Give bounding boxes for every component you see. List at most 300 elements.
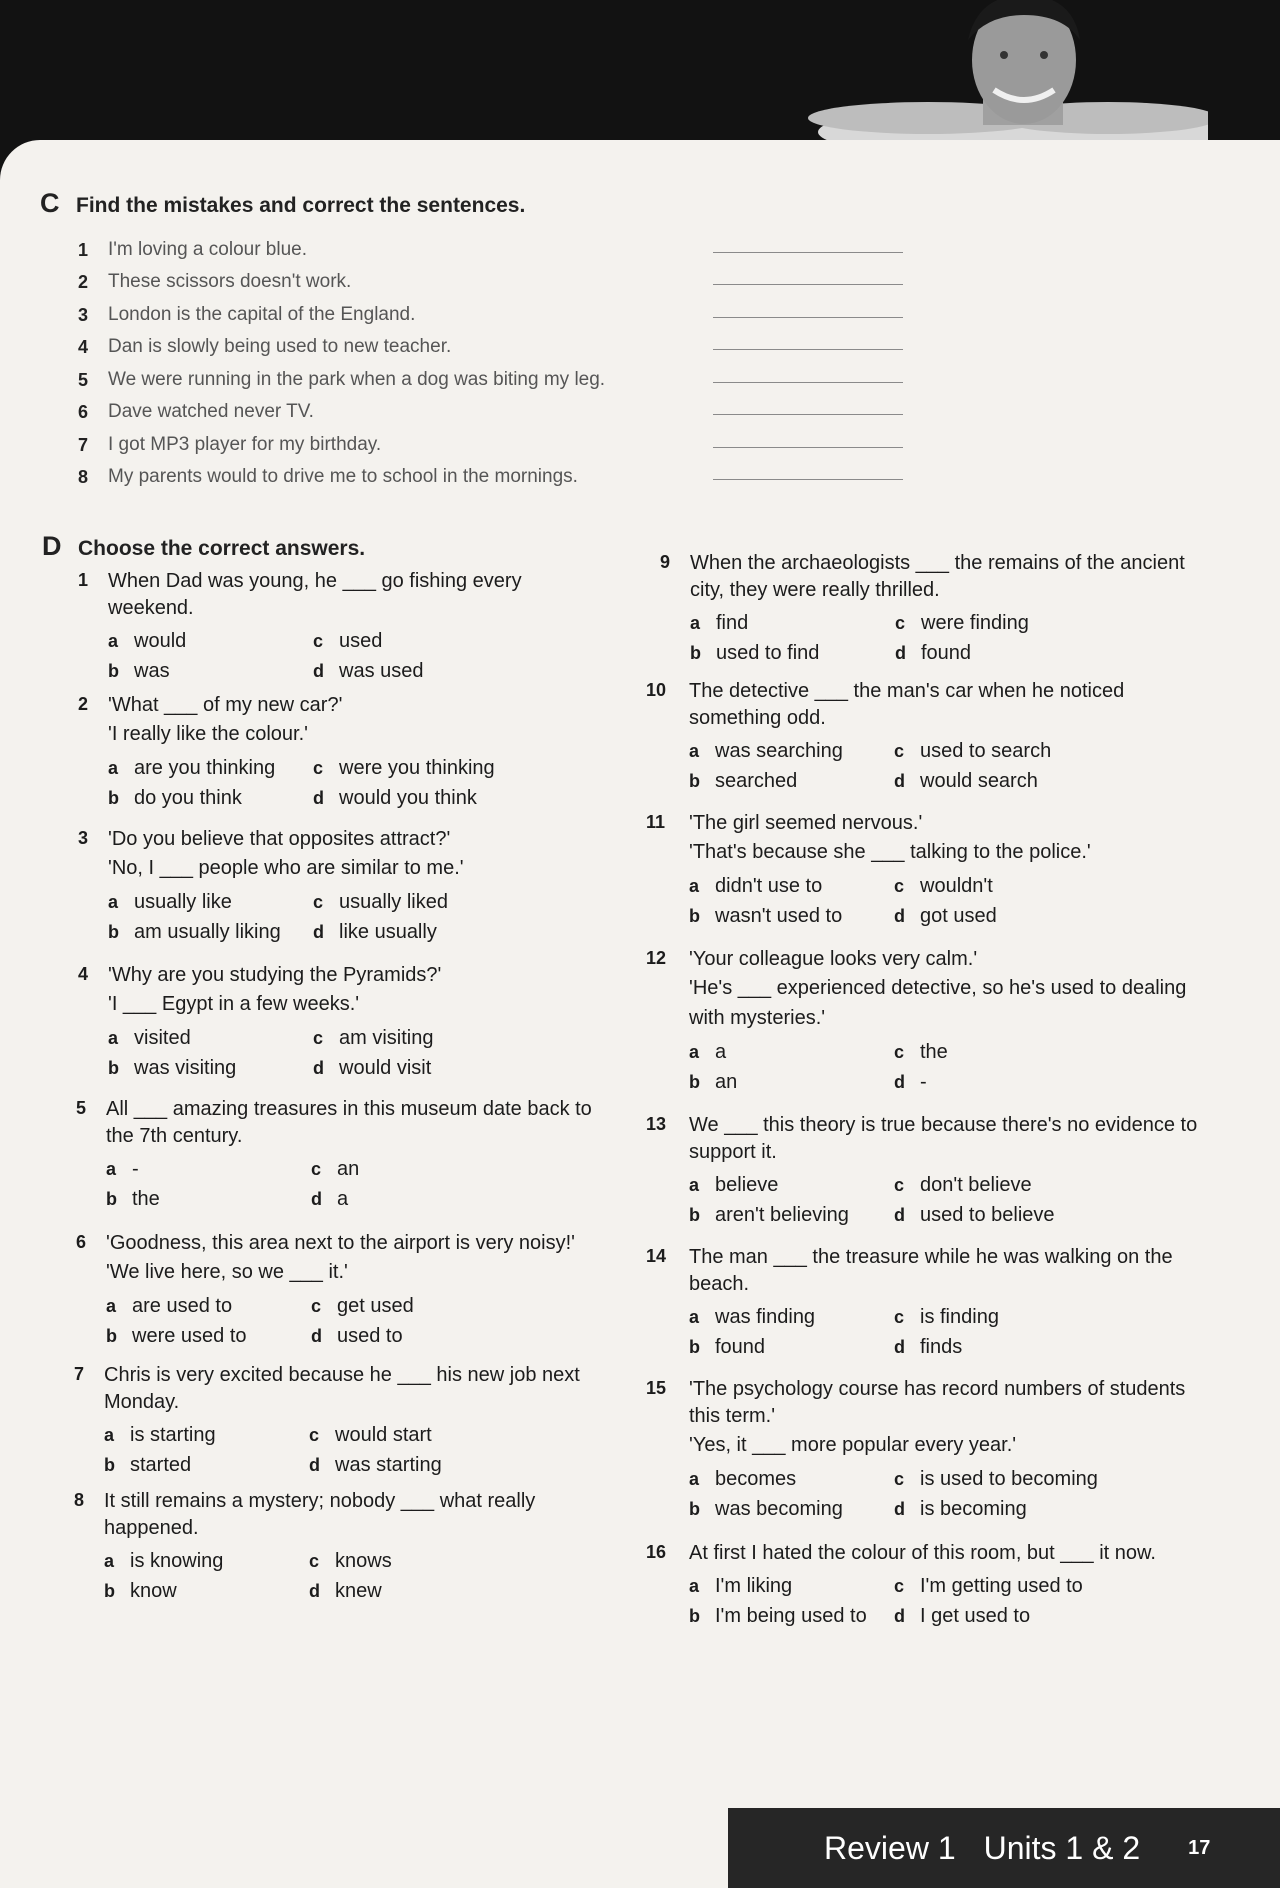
option-b[interactable] [104, 1452, 309, 1478]
option-text: a [337, 1188, 349, 1210]
option-d[interactable] [311, 1186, 521, 1212]
question-response: 'Yes, it ___ more popular every year.' [689, 1434, 1017, 1456]
option-a[interactable] [106, 1156, 311, 1182]
option-a[interactable] [108, 889, 313, 915]
option-text: found [921, 642, 972, 664]
option-text: the [132, 1188, 160, 1210]
option-text: used to [337, 1325, 403, 1347]
section-c-item [78, 423, 918, 456]
option-letter: c [894, 1576, 905, 1596]
option-c[interactable] [309, 1548, 519, 1574]
question-number: 9 [660, 552, 671, 572]
answer-line[interactable] [713, 284, 903, 285]
answer-line[interactable] [713, 349, 903, 350]
option-text: used [339, 630, 383, 652]
option-a[interactable] [689, 1304, 894, 1330]
option-text: am usually liking [134, 921, 281, 943]
option-letter: b [106, 1326, 117, 1346]
question-text: The detective ___ the man's car when he noticed something odd. [689, 680, 1125, 729]
section-c-item [78, 358, 918, 391]
answer-line[interactable] [713, 479, 903, 480]
option-letter: b [689, 1499, 700, 1519]
question-number: 8 [74, 1490, 85, 1510]
option-d[interactable] [313, 785, 523, 811]
option-text: is becoming [920, 1498, 1027, 1520]
option-letter: c [313, 758, 324, 778]
page-footer [728, 1808, 1280, 1888]
answer-options [104, 1548, 574, 1604]
option-letter: a [108, 892, 119, 912]
option-letter: a [689, 1307, 700, 1327]
option-c[interactable] [894, 1304, 1104, 1330]
option-letter: a [108, 631, 119, 651]
option-text: would you think [339, 787, 477, 809]
option-a[interactable] [106, 1293, 311, 1319]
option-b[interactable] [689, 1069, 894, 1095]
option-text: get used [337, 1295, 414, 1317]
option-b[interactable] [689, 1496, 894, 1522]
option-d[interactable] [309, 1452, 519, 1478]
item-sentence: These scissors doesn't work. [108, 271, 352, 292]
question-text: Chris is very excited because he ___ his new job next Monday. [104, 1364, 580, 1413]
option-text: do you think [134, 787, 242, 809]
option-b[interactable] [690, 640, 895, 666]
option-text: the [920, 1041, 948, 1063]
option-letter: b [689, 1337, 700, 1357]
option-letter: b [108, 922, 119, 942]
option-b[interactable] [689, 903, 894, 929]
option-letter: b [689, 771, 700, 791]
option-letter: d [894, 771, 905, 791]
option-text: wouldn't [920, 875, 993, 897]
option-letter: c [894, 1175, 905, 1195]
answer-options [108, 889, 578, 945]
option-text: I get used to [920, 1605, 1031, 1627]
option-text: would visit [339, 1057, 432, 1079]
option-text: would start [335, 1424, 432, 1446]
answer-options [108, 628, 578, 684]
option-b[interactable] [689, 768, 894, 794]
option-b[interactable] [104, 1578, 309, 1604]
option-text: - [132, 1158, 139, 1180]
question [646, 946, 1220, 1095]
section-d-letter: D [42, 531, 62, 561]
answer-line[interactable] [713, 414, 903, 415]
question [646, 810, 1220, 929]
option-text: was visiting [134, 1057, 237, 1079]
option-text: was finding [715, 1306, 816, 1328]
section-c-item [78, 391, 918, 424]
question [78, 826, 578, 945]
option-c[interactable] [894, 738, 1104, 764]
question-text: When Dad was young, he ___ go fishing every weekend. [108, 570, 522, 619]
page-number: 17 [1188, 1836, 1211, 1859]
section-c-item [78, 228, 918, 261]
item-sentence: Dan is slowly being used to new teacher. [108, 336, 452, 357]
option-letter: a [108, 758, 119, 778]
option-letter: a [690, 613, 701, 633]
item-number: 4 [78, 337, 89, 357]
section-c-letter: C [40, 188, 60, 218]
option-letter: c [311, 1159, 322, 1179]
option-text: is starting [130, 1424, 216, 1446]
option-text: was searching [715, 740, 843, 762]
option-letter: d [894, 1072, 905, 1092]
option-a[interactable] [689, 873, 894, 899]
question [76, 1096, 596, 1212]
question [646, 1244, 1220, 1360]
option-d[interactable] [894, 1202, 1104, 1228]
option-text: would search [920, 770, 1038, 792]
section-c-heading [40, 188, 525, 219]
question-text: 'The girl seemed nervous.' [689, 812, 923, 834]
option-d[interactable] [894, 903, 1104, 929]
option-letter: d [894, 1499, 905, 1519]
item-sentence: London is the capital of the England. [108, 303, 416, 325]
option-text: I'm liking [715, 1575, 793, 1597]
option-text: got used [920, 905, 997, 927]
answer-line[interactable] [713, 447, 903, 448]
option-text: was [134, 660, 170, 682]
question-text: 'The psychology course has record numbers of students this term.' [689, 1378, 1186, 1427]
option-letter: c [309, 1551, 320, 1571]
item-number: 6 [78, 402, 89, 422]
section-d-heading [42, 531, 365, 562]
answer-line[interactable] [713, 382, 903, 383]
option-text: is used to becoming [920, 1468, 1098, 1490]
option-text: found [715, 1336, 766, 1358]
option-text: used to search [920, 740, 1052, 762]
answer-line[interactable] [713, 317, 903, 318]
section-c-title: Find the mistakes and correct the sentences. [76, 194, 526, 217]
item-sentence: I'm loving a colour blue. [108, 238, 308, 260]
option-c[interactable] [894, 1466, 1104, 1492]
answer-options [108, 1025, 578, 1081]
question-number: 16 [646, 1542, 667, 1562]
question-number: 1 [78, 570, 89, 590]
option-d[interactable] [313, 658, 523, 684]
option-a[interactable] [108, 628, 313, 654]
question [76, 1230, 636, 1349]
answer-options [689, 1304, 1220, 1360]
option-text: am visiting [339, 1027, 434, 1049]
option-c[interactable] [313, 1025, 523, 1051]
option-a[interactable] [104, 1422, 309, 1448]
option-a[interactable] [108, 755, 313, 781]
option-letter: b [689, 906, 700, 926]
option-d[interactable] [309, 1578, 519, 1604]
option-d[interactable] [894, 1334, 1104, 1360]
question [646, 1112, 1220, 1228]
option-text: I'm being used to [715, 1605, 867, 1627]
option-letter: c [894, 1042, 905, 1062]
option-letter: d [313, 922, 324, 942]
question-text: When the archaeologists ___ the remains of the ancient city, they were really thrilled. [690, 552, 1185, 601]
option-letter: d [894, 1205, 905, 1225]
question-number: 3 [78, 828, 89, 848]
option-letter: d [313, 788, 324, 808]
question [78, 962, 578, 1081]
section-c-item [78, 456, 918, 489]
question-text: 'Do you believe that opposites attract?' [108, 828, 451, 850]
question-text: 'Why are you studying the Pyramids?' [108, 964, 442, 986]
item-sentence: I got MP3 player for my birthday. [108, 433, 382, 455]
item-number: 1 [78, 239, 89, 260]
option-text: find [716, 612, 749, 634]
option-c[interactable] [894, 1573, 1104, 1599]
option-text: were used to [132, 1325, 247, 1347]
header-photo [808, 0, 1208, 145]
question-number: 15 [646, 1378, 667, 1398]
option-letter: a [689, 741, 700, 761]
option-b[interactable] [106, 1186, 311, 1212]
option-a[interactable] [689, 1573, 894, 1599]
option-letter: a [106, 1159, 117, 1179]
question-text: At first I hated the colour of this room, but ___ it now. [689, 1542, 1156, 1564]
option-a[interactable] [108, 1025, 313, 1051]
option-letter: b [689, 1072, 700, 1092]
section-d-title: Choose the correct answers. [78, 537, 366, 560]
option-a[interactable] [690, 610, 895, 636]
question-response: 'He's ___ experienced detective, so he's used to dealing with mysteries.' [689, 977, 1187, 1029]
option-letter: b [690, 643, 701, 663]
option-d[interactable] [894, 1496, 1104, 1522]
option-letter: d [313, 661, 324, 681]
item-sentence: Dave watched never TV. [108, 401, 314, 422]
question-text: 'What ___ of my new car?' [108, 694, 343, 716]
option-b[interactable] [108, 785, 313, 811]
option-text: wasn't used to [715, 905, 843, 927]
option-letter: b [689, 1606, 700, 1626]
option-text: a [715, 1041, 727, 1063]
option-text: believe [715, 1174, 779, 1196]
option-text: were you thinking [339, 757, 495, 779]
option-d[interactable] [894, 1069, 1104, 1095]
option-text: like usually [339, 921, 437, 943]
option-text: usually liked [339, 891, 448, 913]
option-c[interactable] [894, 1172, 1104, 1198]
option-d[interactable] [894, 1603, 1104, 1629]
option-letter: c [894, 1307, 905, 1327]
question-number: 10 [646, 680, 667, 700]
option-d[interactable] [311, 1323, 521, 1349]
answer-options [689, 1039, 1220, 1095]
option-letter: b [689, 1205, 700, 1225]
question-response: 'That's because she ___ talking to the police.' [689, 841, 1091, 863]
option-text: was starting [335, 1454, 442, 1476]
question-text: 'Your colleague looks very calm.' [689, 948, 978, 970]
option-text: is finding [920, 1306, 999, 1328]
option-c[interactable] [894, 1039, 1104, 1065]
question-response: 'I really like the colour.' [108, 723, 308, 745]
section-c-list [78, 228, 918, 488]
option-b[interactable] [689, 1202, 894, 1228]
option-d[interactable] [895, 640, 1105, 666]
answer-options [104, 1422, 614, 1478]
option-letter: c [894, 1469, 905, 1489]
option-a[interactable] [689, 1172, 894, 1198]
question-text: 'Goodness, this area next to the airport is very noisy!' [106, 1232, 575, 1254]
question-text: The man ___ the treasure while he was walking on the beach. [689, 1246, 1173, 1295]
footer-units: Units 1 & 2 [983, 1829, 1141, 1866]
option-letter: b [104, 1455, 115, 1475]
item-sentence: We were running in the park when a dog was biting my leg. [108, 368, 606, 390]
question [646, 1376, 1220, 1522]
question [78, 692, 578, 811]
question [660, 550, 1220, 666]
question-text: It still remains a mystery; nobody ___ what really happened. [104, 1490, 536, 1539]
option-a[interactable] [689, 738, 894, 764]
footer-review: Review 1 [824, 1829, 956, 1866]
option-text: would [134, 630, 187, 652]
option-letter: b [108, 788, 119, 808]
answer-options [690, 610, 1220, 666]
option-b[interactable] [108, 1055, 313, 1081]
option-text: didn't use to [715, 875, 823, 897]
option-letter: c [309, 1425, 320, 1445]
question-number: 4 [78, 964, 89, 984]
question-number: 12 [646, 948, 667, 968]
option-text: visited [134, 1027, 191, 1049]
option-letter: c [313, 892, 324, 912]
question-response: 'We live here, so we ___ it.' [106, 1261, 348, 1283]
option-b[interactable] [106, 1323, 311, 1349]
option-b[interactable] [108, 919, 313, 945]
option-letter: a [108, 1028, 119, 1048]
section-c-item [78, 293, 918, 326]
option-letter: c [894, 876, 905, 896]
item-number: 8 [78, 467, 89, 487]
item-number: 5 [78, 369, 89, 390]
question [78, 568, 578, 684]
option-c[interactable] [313, 889, 523, 915]
option-text: - [920, 1071, 927, 1093]
option-text: used to believe [920, 1204, 1055, 1226]
option-text: becomes [715, 1468, 797, 1490]
option-d[interactable] [313, 1055, 523, 1081]
option-b[interactable] [689, 1603, 894, 1629]
option-b[interactable] [689, 1334, 894, 1360]
option-c[interactable] [313, 755, 523, 781]
option-letter: d [894, 906, 905, 926]
question-response: 'No, I ___ people who are similar to me.' [108, 857, 464, 879]
option-c[interactable] [311, 1156, 521, 1182]
option-text: were finding [921, 612, 1029, 634]
option-c[interactable] [309, 1422, 519, 1448]
option-text: searched [715, 770, 798, 792]
option-letter: a [689, 1576, 700, 1596]
answer-options [689, 1466, 1220, 1522]
question [646, 678, 1220, 794]
option-text: usually like [134, 891, 232, 913]
option-text: used to find [716, 642, 820, 664]
section-c-item [78, 261, 918, 294]
option-b[interactable] [108, 658, 313, 684]
option-letter: b [104, 1581, 115, 1601]
option-text: know [130, 1580, 177, 1602]
option-letter: b [108, 1058, 119, 1078]
item-number: 3 [78, 304, 89, 325]
answer-options [689, 1172, 1220, 1228]
question-number: 14 [646, 1246, 667, 1266]
option-letter: a [106, 1296, 117, 1316]
question-number: 13 [646, 1114, 667, 1134]
answer-line[interactable] [713, 252, 903, 253]
answer-options [689, 738, 1220, 794]
option-letter: d [895, 643, 906, 663]
item-number: 7 [78, 434, 89, 455]
option-text: I'm getting used to [920, 1575, 1083, 1597]
item-number: 2 [78, 272, 89, 292]
option-letter: c [313, 1028, 324, 1048]
option-c[interactable] [895, 610, 1105, 636]
question-number: 5 [76, 1098, 87, 1118]
option-text: was becoming [715, 1498, 843, 1520]
option-text: is knowing [130, 1550, 224, 1572]
option-a[interactable] [689, 1039, 894, 1065]
option-text: was used [339, 660, 424, 682]
option-d[interactable] [313, 919, 523, 945]
answer-options [106, 1293, 636, 1349]
option-text: started [130, 1454, 192, 1476]
question-text: We ___ this theory is true because there's no evidence to support it. [689, 1114, 1198, 1163]
option-c[interactable] [311, 1293, 521, 1319]
option-letter: c [313, 631, 324, 651]
option-letter: d [311, 1189, 322, 1209]
option-letter: d [894, 1606, 905, 1626]
option-letter: a [689, 1175, 700, 1195]
answer-options [689, 1573, 1220, 1629]
question [646, 1540, 1220, 1629]
option-letter: a [689, 1469, 700, 1489]
option-text: an [337, 1158, 360, 1180]
option-letter: d [309, 1581, 320, 1601]
question-text: All ___ amazing treasures in this museum date back to the 7th century. [106, 1098, 592, 1147]
option-c[interactable] [894, 873, 1104, 899]
answer-options [106, 1156, 596, 1212]
option-letter: d [311, 1326, 322, 1346]
option-d[interactable] [894, 768, 1104, 794]
option-letter: d [313, 1058, 324, 1078]
option-c[interactable] [313, 628, 523, 654]
option-letter: c [311, 1296, 322, 1316]
answer-options [108, 755, 578, 811]
answer-options [689, 873, 1220, 929]
option-letter: a [104, 1551, 115, 1571]
question-number: 11 [646, 812, 666, 832]
section-c-item [78, 326, 918, 359]
question-number: 6 [76, 1232, 87, 1252]
option-text: knew [335, 1580, 382, 1602]
option-letter: d [894, 1337, 905, 1357]
option-text: finds [920, 1336, 963, 1358]
question-number: 2 [78, 694, 89, 714]
question-response: 'I ___ Egypt in a few weeks.' [108, 993, 360, 1015]
option-letter: a [689, 1042, 700, 1062]
option-a[interactable] [104, 1548, 309, 1574]
item-sentence: My parents would to drive me to school in the mornings. [108, 466, 578, 487]
option-letter: c [894, 741, 905, 761]
question-number: 7 [74, 1364, 85, 1384]
option-text: are you thinking [134, 757, 276, 779]
question [74, 1488, 574, 1604]
option-text: aren't believing [715, 1204, 849, 1226]
option-a[interactable] [689, 1466, 894, 1492]
option-letter: b [108, 661, 119, 681]
option-letter: a [104, 1425, 115, 1445]
option-letter: a [689, 876, 700, 896]
option-text: are used to [132, 1295, 233, 1317]
